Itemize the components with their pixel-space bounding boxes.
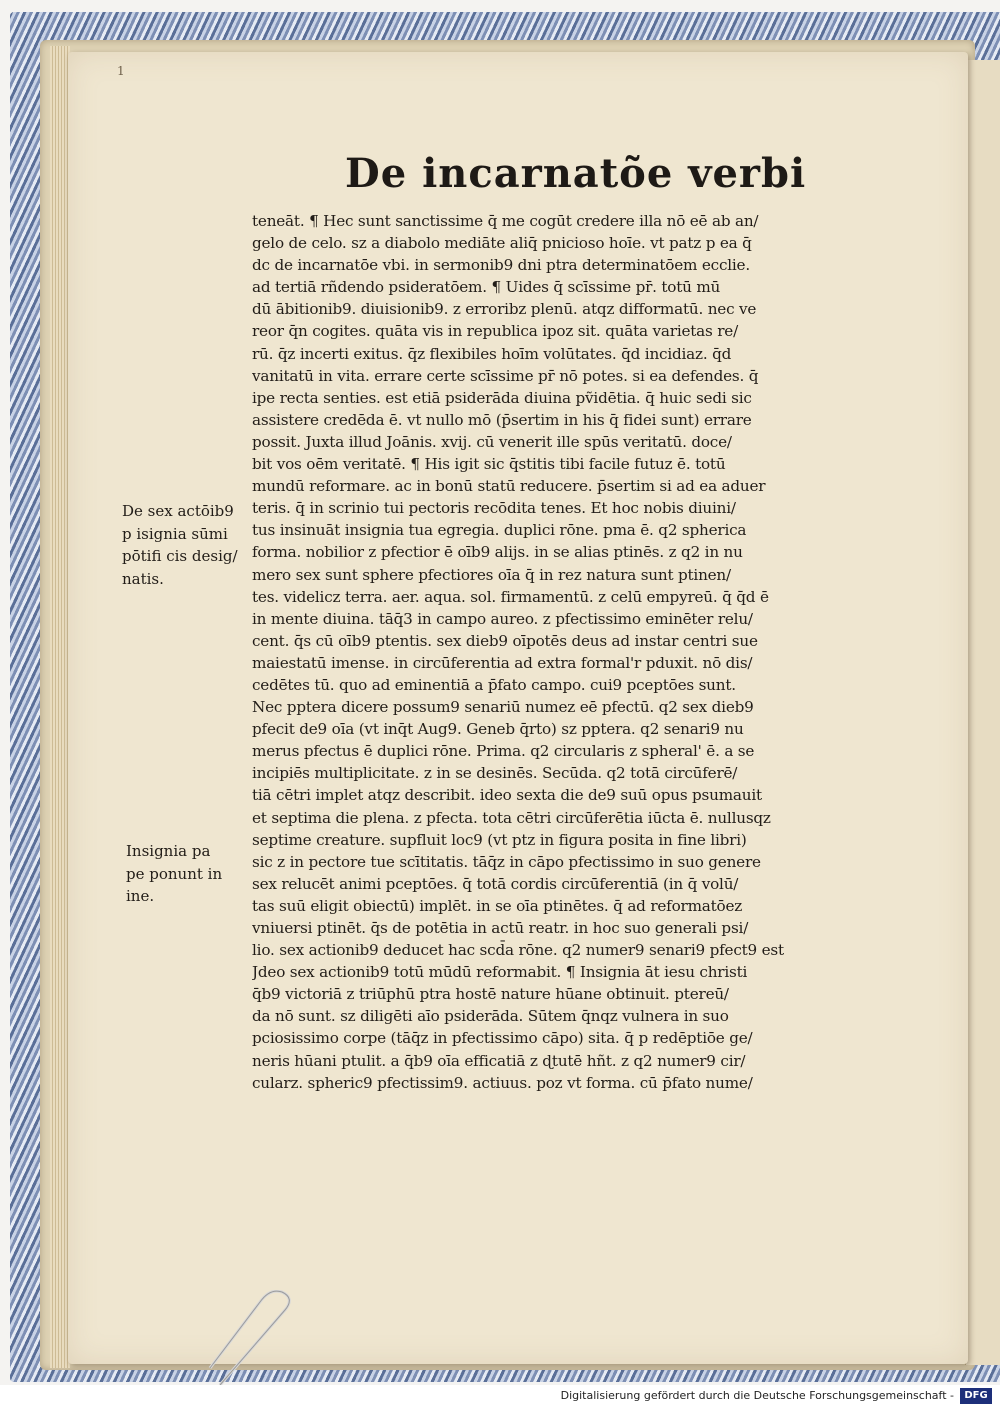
- text-line: Nec pptera dicere possum9 senariū numez eē pfectū. q2 sex dieb9: [252, 698, 754, 717]
- text-line: vanitatū in vita. errare certe scīssime pr̄ nō potes. si ea defendes. q̄: [252, 366, 759, 385]
- margin-note-line: natis.: [122, 569, 164, 588]
- margin-note-line: De sex actōib9: [122, 502, 234, 520]
- margin-note-line: pe ponunt in: [126, 864, 223, 883]
- text-line: reor q̄n cogites. quāta vis in republica ipoz sit. quāta varietas re/: [252, 322, 739, 341]
- text-line: merus pfectus ē duplici rōne. Prima. q2 circularis z spheral' ē. a se: [252, 742, 755, 761]
- text-line: q̄b9 victoriā z triūphū ptra hostē nature hūane obtinuit. ptereū/: [252, 985, 729, 1004]
- text-line: mundū reformare. ac in bonū statū reducere. p̄sertim si ad ea aduer: [252, 477, 766, 496]
- text-line: tus insinuāt insignia tua egregia. duplici rōne. pma ē. q2 spherica: [252, 521, 747, 540]
- text-line: maiestatū imense. in circūferentia ad extra formal'r pduxit. nō dis/: [252, 653, 753, 672]
- text-line: forma. nobilior z pfectior ē oīb9 alijs. in se alias ptinēs. z q2 in nu: [252, 543, 743, 562]
- text-line: tiā cētri implet atqz describit. ideo sexta die de9 suū opus psumauit: [252, 786, 762, 805]
- text-line: mero sex sunt sphere pfectiores oīa q̄ in rez natura sunt ptinen/: [252, 565, 731, 584]
- text-line: pfecit de9 oīa (vt inq̄t Aug9. Geneb q̄rto) sz pptera. q2 senari9 nu: [252, 720, 744, 739]
- margin-note-insignia-pape: [126, 840, 251, 908]
- text-line: cularz. spheric9 pfectissim9. actiuus. poz vt forma. cū p̄fato nume/: [252, 1073, 753, 1092]
- text-line: cent. q̄s cū oīb9 ptentis. sex dieb9 oīpotēs deus ad instar centri sue: [252, 631, 758, 650]
- margin-note-line: p isignia sūmi: [122, 524, 228, 543]
- main-text-block: [252, 210, 852, 1094]
- page-stack: [50, 46, 70, 1368]
- text-line: septime creature. supfluit loc9 (vt ptz in figura posita in fine libri): [252, 830, 747, 849]
- margin-note-line: Insignia pa: [126, 842, 211, 860]
- text-line: incipiēs multiplicitate. z in se desinēs. Secūda. q2 totā circūferē/: [252, 764, 738, 783]
- footer-bar: [0, 1385, 1000, 1409]
- text-line: et septima die plena. z pfecta. tota cētri circūferētia iūcta ē. nullusqz: [252, 808, 771, 827]
- margin-note-line: pōtifi cis desig/: [122, 547, 238, 565]
- text-line: pciosissimo corpe (tāq̄z in pfectissimo cāpo) sita. q̄ p redēptiōe ge/: [252, 1029, 753, 1048]
- text-line: sic z in pectore tue scītitatis. tāq̄z in cāpo pfectissimo in suo genere: [252, 852, 761, 871]
- funding-notice: Digitalisierung gefördert durch die Deutsche Forschungsgemeinschaft -: [560, 1389, 954, 1402]
- text-line: vniuersi ptinēt. q̄s de potētia in actū reatr. in hoc suo generali psi/: [252, 919, 749, 937]
- text-line: rū. q̄z incerti exitus. q̄z flexibiles hoīm volūtates. q̄d incidiaz. q̄d: [252, 344, 732, 363]
- dfg-logo: DFG: [960, 1388, 992, 1404]
- text-line: teneāt. ¶ Hec sunt sanctissime q̄ me cogūt credere illa nō eē ab an/: [252, 212, 759, 230]
- text-line: cedētes tū. quo ad eminentiā a p̄fato campo. cui9 pceptōes sunt.: [252, 675, 736, 694]
- margin-note-sex-actionibus: [122, 500, 247, 590]
- text-line: Jdeo sex actionib9 totū mūdū reformabit. ¶ Insignia āt iesu christi: [252, 963, 748, 982]
- text-line: dc de incarnatōe vbi. in sermonib9 dni ptra determinatōem ecclie.: [252, 256, 750, 275]
- text-line: da nō sunt. sz diligēti aīo psiderāda. Sūtem q̄nqz vulnera in suo: [252, 1007, 729, 1026]
- text-line: assistere credēda ē. vt nullo mō (p̄sertim in his q̄ fidei sunt) errare: [252, 410, 752, 429]
- folio-mark: 1: [117, 64, 125, 78]
- page-heading: De incarnatõe verbi: [345, 150, 807, 197]
- text-line: tas suū eligit obiectū) implēt. in se oīa ptinētes. q̄ ad reformatōez: [252, 896, 743, 915]
- text-line: ad tertiā rñdendo psideratōem. ¶ Uides q̄ scīssime pr̄. totū mū: [252, 278, 721, 297]
- text-line: tes. videlicz terra. aer. aqua. sol. firmamentū. z celū empyreū. q̄ q̄d ē: [252, 587, 769, 606]
- text-line: gelo de celo. sz a diabolo mediāte aliq̄ pnicioso hoīe. vt patz p ea q̄: [252, 234, 752, 253]
- text-line: dū ābitionib9. diuisionib9. z erroribz plenū. atqz difformatū. nec ve: [252, 300, 757, 319]
- text-line: neris hūani ptulit. a q̄b9 oīa efficatiā z ɖtutē hñt. z q2 numer9 cir/: [252, 1051, 746, 1070]
- text-line: teris. q̄ in scrinio tui pectoris recōdita tenes. Et hoc nobis diuini/: [252, 499, 736, 518]
- text-line: possit. Juxta illud Joānis. xvij. cū venerit ille spūs veritatū. doce/: [252, 432, 732, 451]
- paperclip-icon: [200, 1290, 310, 1385]
- text-line: lio. sex actionib9 deducet hac scd̄a rōne. q2 numer9 senari9 pfect9 est: [252, 941, 784, 960]
- facing-page-edge: [965, 60, 1000, 1365]
- text-line: bit vos oēm veritatē. ¶ His igit sic q̄stitis tibi facile futuz ē. totū: [252, 455, 726, 474]
- text-line: ipe recta senties. est etiā psiderāda diuina pṽidētia. q̄ huic sedi sic: [252, 388, 752, 407]
- margin-note-line: ine.: [126, 887, 155, 905]
- text-line: in mente diuina. tāq̄3 in campo aureo. z pfectissimo eminēter relu/: [252, 609, 753, 628]
- text-line: sex relucēt animi pceptōes. q̄ totā cordis circūferentiā (in q̄ volū/: [252, 874, 739, 893]
